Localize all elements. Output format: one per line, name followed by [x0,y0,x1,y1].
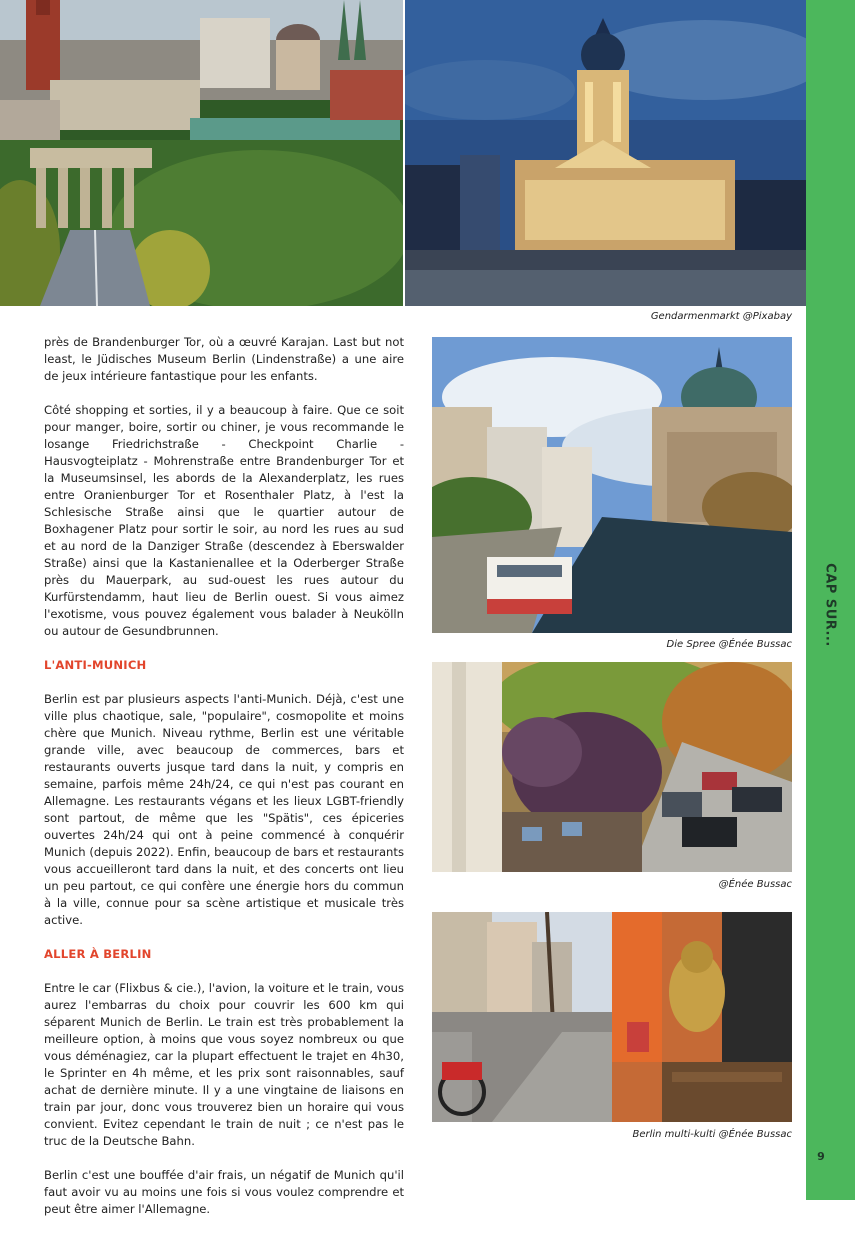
page-number: 9 [817,1150,825,1163]
article-paragraph: Berlin c'est une bouffée d'air frais, un négatif de Munich qu'il faut avoir vu au moins une fois si vous voulez comprendre et peut être aimer l'Allemagne. [44,1168,404,1216]
caption-multi-kulti: Berlin multi-kulti @Énée Bussac [632,1129,792,1140]
section-label [810,560,850,650]
article-column [44,334,404,1235]
article-paragraph: Côté shopping et sorties, il y a beaucoup à faire. Que ce soit pour manger, boire, sortir ou chiner, je vous recommande le losange Friedrichstraße - Checkpoint Charlie - Hausvogteiplatz - Mohrenstraße entre Brandenburger Tor et la Museumsinsel, les abords de la Alexanderplatz, les rues entre Oranienburger Tor et Rosenthaler Platz, à l'est la Schlesische Straße ainsi que le quartier autour de Boxhagener Platz pour sortir le soir, au nord les rues au sud et au nord de la Danziger Straße (descendez à Eberswalder Straße) ainsi que la Kastanienallee et la Oderberger Straße près du Mauerpark, au sud-ouest les rues autour du Kurfürstendamm, haut lieu de Berlin ouest. Si vous aimez l'exotisme, vous pouvez également vous balader à Neukölln ou autour de Gesundbrunnen. [44,403,404,638]
section-label-text: CAP SUR... [822,563,838,647]
article-paragraph: Entre le car (Flixbus & cie.), l'avion, la voiture et le train, vous aurez l'embarras du choix pour couvrir les 600 km qui séparent Munich de Berlin. Le train est très probablement la meilleure option, à moins que vous soyez nombreux ou que vous déménagiez, car la plupart effectuent le trajet en 4h30, le Sprinter en 4h même, et les prix sont raisonnables, sauf achat de dernière minute. Il y a une vingtaine de liaisons en train par jour, donc vous trouverez bien un horaire qui vous convient. Evitez cependant le train de nuit ; ce n'est pas le truc de la Deutsche Bahn. [44,981,404,1148]
photo-street-autumn [432,662,792,872]
photo-multi-kulti [432,912,792,1122]
caption-gendarmenmarkt: Gendarmenmarkt @Pixabay [650,311,792,322]
article-paragraph: près de Brandenburger Tor, où a œuvré Karajan. Last but not least, le Jüdisches Museum Berlin (Lindenstraße) a une aire de jeux intérieure fantastique pour les enfants. [44,335,404,383]
section-heading-aller-a-berlin: ALLER À BERLIN [44,947,152,961]
photo-berlin-skyline [0,0,403,306]
caption-street-autumn: @Énée Bussac [718,879,792,890]
section-heading-anti-munich: L'ANTI-MUNICH [44,658,147,672]
photo-gendarmenmarkt [405,0,806,306]
caption-die-spree: Die Spree @Énée Bussac [666,639,792,650]
photo-die-spree [432,337,792,633]
article-paragraph: Berlin est par plusieurs aspects l'anti-Munich. Déjà, c'est une ville plus chaotique, sale, "populaire", cosmopolite et moins chère que Munich. Niveau rythme, Berlin est une véritable grande ville, avec beaucoup de commerces, bars et restaurants ouverts jusque tard dans la nuit, y compris en semaine, parfois même 24h/24, ce qui n'est pas courant en Allemagne. Les restaurants végans et les lieux LGBT-friendly sont partout, de même que les "Spätis", ces épiceries ouvertes 24h/24 qui ont à peine commencé à conquérir Munich (depuis 2022). Enfin, beaucoup de bars et restaurants vous accueilleront tard dans la nuit, et des concerts ont lieu un peu partout, ce qui confère une énergie hors du commun à la ville, connue pour sa scène artistique et musicale très active. [44,692,404,927]
